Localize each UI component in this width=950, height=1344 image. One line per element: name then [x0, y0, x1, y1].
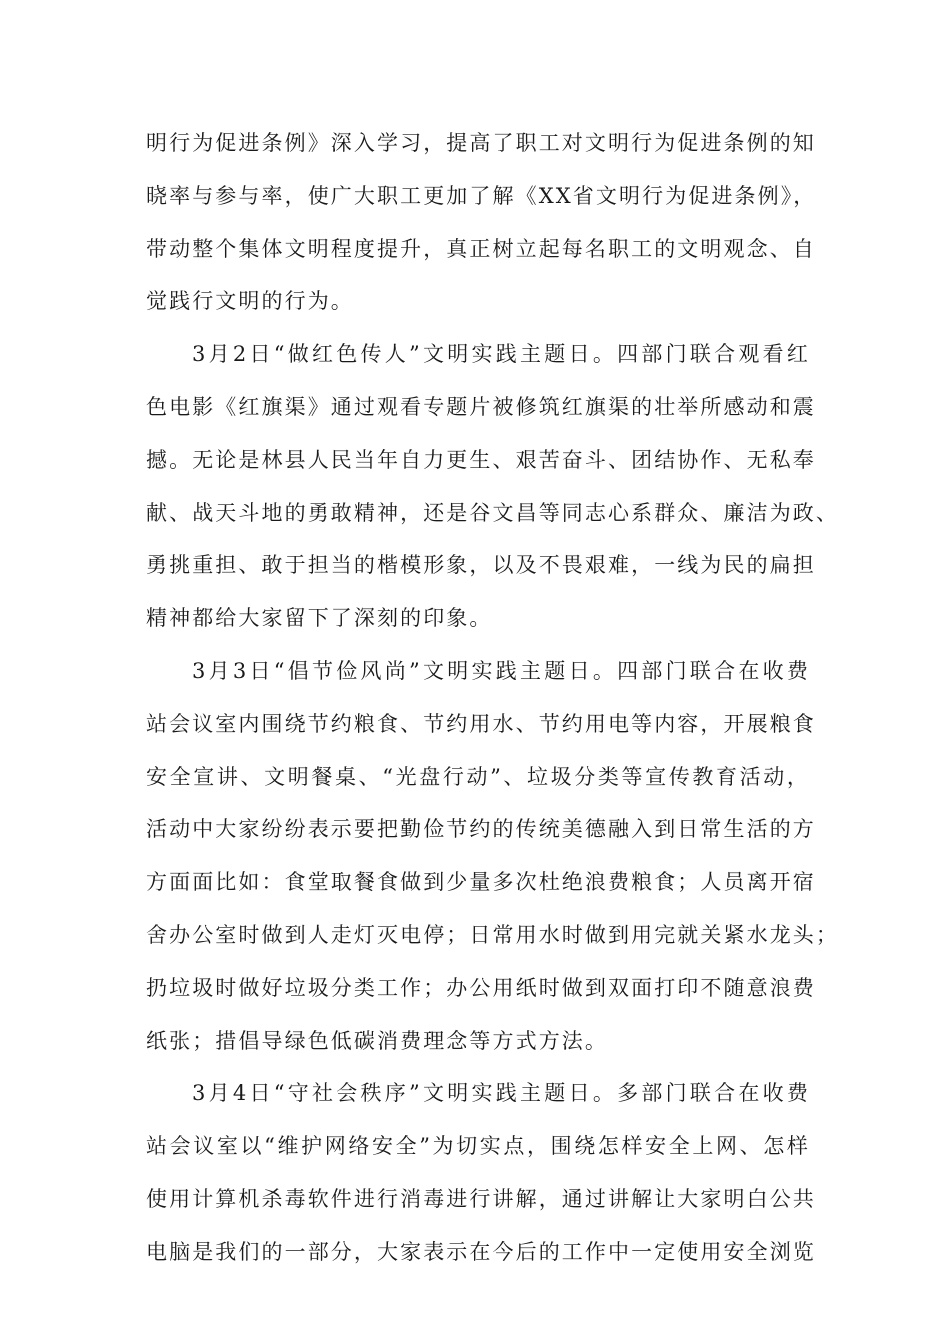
text-line: 3月2日“做红色传人”文明实践主题日。四部门联合观看红 — [192, 342, 810, 367]
text-line: 精神都给大家留下了深刻的印象。 — [146, 606, 493, 631]
text-line: 站会议室内围绕节约粮食、节约用水、节约用电等内容，开展粮食 — [146, 711, 816, 736]
text-line: 撼。无论是林县人民当年自力更生、艰苦奋斗、团结协作、无私奉 — [146, 447, 816, 472]
text-line: 色电影《红旗渠》通过观看专题片被修筑红旗渠的壮举所感动和震 — [146, 394, 816, 419]
text-line: 3月4日“守社会秩序”文明实践主题日。多部门联合在收费 — [192, 1081, 810, 1106]
text-line: 舍办公室时做到人走灯灭电停；日常用水时做到用完就关紧水龙头； — [146, 922, 839, 947]
document-body — [146, 126, 839, 1288]
text-line: 活动中大家纷纷表示要把勤俭节约的传统美德融入到日常生活的方 — [146, 817, 816, 842]
text-line: 晓率与参与率，使广大职工更加了解《XX省文明行为促进条例》， — [146, 183, 817, 208]
text-line: 方面面比如：食堂取餐食做到少量多次杜绝浪费粮食；人员离开宿 — [146, 870, 816, 895]
text-line: 勇挑重担、敢于担当的楷模形象，以及不畏艰难，一线为民的扁担 — [146, 553, 816, 578]
text-line: 电脑是我们的一部分，大家表示在今后的工作中一定使用安全浏览 — [146, 1239, 816, 1264]
text-line: 带动整个集体文明程度提升，真正树立起每名职工的文明观念、自 — [146, 236, 816, 261]
text-line: 3月3日“倡节俭风尚”文明实践主题日。四部门联合在收费 — [192, 658, 810, 683]
text-line: 安全宣讲、文明餐桌、“光盘行动”、垃圾分类等宣传教育活动， — [146, 764, 810, 789]
text-line: 明行为促进条例》深入学习，提高了职工对文明行为促进条例的知 — [146, 131, 816, 155]
text-line: 献、战天斗地的勇敢精神，还是谷文昌等同志心系群众、廉洁为政、 — [146, 500, 839, 525]
text-line: 站会议室以“维护网络安全”为切实点，围绕怎样安全上网、怎样 — [146, 1134, 810, 1159]
text-line: 纸张；措倡导绿色低碳消费理念等方式方法。 — [146, 1028, 608, 1053]
text-line: 觉践行文明的行为。 — [146, 289, 354, 314]
text-line: 使用计算机杀毒软件进行消毒进行讲解，通过讲解让大家明白公共 — [146, 1186, 816, 1211]
text-line: 扔垃圾时做好垃圾分类工作；办公用纸时做到双面打印不随意浪费 — [146, 975, 816, 1000]
